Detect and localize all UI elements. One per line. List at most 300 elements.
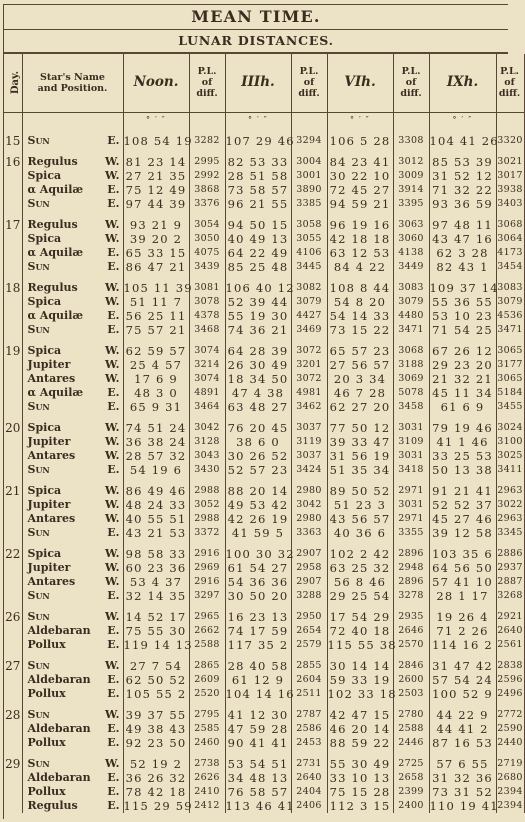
pl-diff-value: 2787 [291,708,327,722]
pl-diff-value: 3890 [291,183,327,197]
pl-diff-value: 2896 [393,575,429,589]
gap-cell [189,701,225,708]
star-position: E. [107,637,120,651]
star-name: Jupiter [27,497,71,511]
pl-diff-value: 2992 [189,169,225,183]
pl-diff-value: 4106 [291,246,327,260]
pl-diff-value: 3083 [497,281,523,293]
pl-diff-value: 4981 [291,386,327,400]
table-row [4,736,524,750]
table-row [4,547,524,561]
table-row [4,232,524,246]
gap-cell [429,603,496,610]
pl-diff-value: 2937 [497,561,523,573]
star-cell [22,281,123,295]
pl-diff-value: 3355 [393,526,429,540]
distance-value: 79 19 46 [429,421,496,435]
pl-diff-value: 2586 [291,722,327,736]
gap-cell [496,540,524,547]
star-cell [22,323,123,337]
star-name: Jupiter [27,357,71,371]
distance-value: 76 20 45 [225,421,291,435]
pl-diff-value: 3012 [393,155,429,169]
distance-value: 47 4 38 [225,386,291,400]
pl-diff-value: 2453 [291,736,327,750]
gap-cell [225,211,291,218]
pl-diff-value: 2394 [497,799,523,811]
star-position: W. [105,217,120,231]
distance-value: 100 52 9 [429,687,496,701]
table-row [4,799,524,813]
pl-diff-value: 2838 [497,659,523,671]
distance-value: 72 45 27 [327,183,393,197]
distance-value: 60 23 36 [123,561,189,575]
pl-diff-value: 3004 [291,155,327,169]
pl-diff-value: 3449 [393,260,429,274]
gap-cell [291,652,327,659]
gap-cell [225,477,291,484]
star-position: E. [107,735,120,749]
group-gap [4,750,524,757]
distance-value: 49 53 42 [225,498,291,512]
day-cell [4,561,22,575]
gap-cell [496,701,524,708]
pl-diff-value: 2511 [291,687,327,701]
pl-diff-value: 2600 [393,673,429,687]
distance-value: 71 32 22 [429,183,496,197]
degree-marks: ° ′ ″ [429,112,496,127]
distance-value: 27 7 54 [123,659,189,673]
distance-value: 39 12 58 [429,526,496,540]
star-position: E. [107,672,120,686]
pl-diff-value: 2662 [189,624,225,638]
star-position: W. [105,483,120,497]
pl-diff-value: 2865 [189,659,225,673]
distance-value: 65 33 15 [123,246,189,260]
distance-value: 32 14 35 [123,589,189,603]
pl-diff-value: 3294 [291,134,327,148]
day-cell [4,400,22,414]
star-position: W. [105,154,120,168]
distance-value: 39 37 55 [123,708,189,722]
distance-value: 42 26 19 [225,512,291,526]
pl-diff-value: 3021 [497,155,523,167]
star-name: Aldebaran [27,623,91,637]
star-name: Sun [27,133,50,147]
table-row [4,218,524,232]
distance-value: 93 21 9 [123,218,189,232]
star-name: Spica [27,546,62,560]
pl-diff-value: 4173 [497,246,523,258]
pl-diff-value: 3372 [189,526,225,540]
day-cell [4,526,22,540]
pl-diff-value: 3042 [189,421,225,435]
pl-diff-value: 2406 [291,799,327,813]
star-cell [22,638,123,652]
group-gap [4,337,524,344]
star-position: W. [105,294,120,308]
gap-cell [291,750,327,757]
pl-diff-value: 3469 [291,323,327,337]
gap-cell [225,127,291,134]
gap-cell [4,603,22,610]
distance-value: 108 54 19 [123,133,193,148]
distance-value: 41 12 30 [225,708,291,722]
gap-cell [22,148,123,155]
pl-diff-value: 3069 [393,372,429,386]
gap-cell [123,603,189,610]
star-position: E. [107,462,120,476]
pl-diff-value: 2719 [497,757,523,769]
table-row [4,575,524,589]
distance-value: 42 18 18 [327,232,393,246]
star-name: Antares [27,448,76,462]
header-row [4,54,524,112]
distance-value: 105 11 39 [123,280,193,295]
gap-cell [291,337,327,344]
pl-diff-value: 3052 [189,498,225,512]
distance-value: 30 14 14 [327,659,393,673]
distance-value: 91 21 41 [429,484,496,498]
gap-cell [327,540,393,547]
day-cell [4,449,22,463]
gap-cell [327,750,393,757]
degree-marks: ° ′ ″ [123,112,189,127]
pl-diff-value: 2980 [291,484,327,498]
distance-value: 31 52 12 [429,169,496,183]
distance-value: 44 22 9 [429,708,496,722]
distance-value: 52 52 37 [429,498,496,512]
gap-cell [496,337,524,344]
star-position: W. [105,420,120,434]
pl-diff-value: 2579 [291,638,327,652]
pl-diff-value: 3058 [291,218,327,232]
pl-diff-value: 2731 [291,757,327,771]
group-gap [4,652,524,659]
table-row [4,295,524,309]
table-row [4,197,524,211]
star-name: Regulus [27,154,78,168]
pl-diff-value: 2640 [291,771,327,785]
star-cell [22,134,123,148]
subtitle-bar [4,30,508,54]
star-name: Sun [27,588,50,602]
iii-header: IIIh. [225,54,291,112]
distance-value: 45 11 34 [429,386,496,400]
star-name: Sun [27,196,50,210]
distance-value: 100 30 32 [225,546,295,561]
distance-value: 86 47 21 [123,260,189,274]
distance-value: 14 52 17 [123,610,189,624]
pl-diff-value: 3055 [291,232,327,246]
star-position: W. [105,511,120,525]
distance-value: 77 50 12 [327,421,393,435]
group-gap [4,211,524,218]
distance-value: 39 33 47 [327,435,393,449]
pl-diff-value: 3297 [189,589,225,603]
distance-value: 89 50 52 [327,484,393,498]
vi-header: VIh. [327,54,393,112]
gap-cell [4,701,22,708]
pl-diff-value: 2950 [291,610,327,624]
gap-cell [291,414,327,421]
gap-cell [22,274,123,281]
pl-header: P.L. of diff. [393,54,429,112]
distance-value: 63 25 32 [327,561,393,575]
pl-diff-value: 3471 [497,323,523,335]
distance-value: 71 54 25 [429,323,496,337]
day-cell [4,673,22,687]
pl-diff-value: 2658 [393,771,429,785]
day-cell [4,687,22,701]
group-gap [4,540,524,547]
distance-value: 47 59 28 [225,722,291,736]
distance-value: 82 53 33 [225,155,291,169]
pl-diff-value: 3017 [497,169,523,181]
table-row [4,421,524,435]
distance-value: 75 15 28 [327,785,393,799]
distance-value: 115 55 38 [327,637,397,652]
pl-diff-value: 2400 [393,799,429,813]
distance-value: 62 59 57 [123,344,189,358]
pl-diff-value: 4075 [189,246,225,260]
pl-diff-value: 2440 [497,736,523,748]
pl-diff-value: 2988 [189,484,225,498]
pl-diff-value: 2916 [189,547,225,561]
day-cell [4,624,22,638]
pl-diff-value: 3938 [497,183,523,195]
distance-value: 85 53 39 [429,155,496,169]
gap-cell [496,211,524,218]
day-cell [4,323,22,337]
distance-value: 53 10 23 [429,309,496,323]
distance-value: 28 57 32 [123,449,189,463]
gap-cell [496,603,524,610]
almanac-page [3,4,523,819]
distance-value: 94 50 15 [225,218,291,232]
star-cell [22,561,123,575]
gap-cell [189,414,225,421]
pl-diff-value: 3050 [189,232,225,246]
gap-cell [123,414,189,421]
star-cell [22,736,123,750]
gap-cell [123,750,189,757]
table-row [4,687,524,701]
star-header: Star's Name and Position. [22,54,123,112]
gap-cell [189,127,225,134]
distance-value: 65 9 31 [123,400,189,414]
distance-value: 53 54 51 [225,757,291,771]
star-cell [22,785,123,799]
pl-diff-value: 3042 [291,498,327,512]
pl-diff-value: 3024 [497,421,523,433]
star-name: Spica [27,343,62,357]
pl-diff-value: 2935 [393,610,429,624]
gap-cell [429,337,496,344]
gap-cell [22,414,123,421]
pl-diff-value: 2680 [497,771,523,783]
gap-cell [189,750,225,757]
pl-diff-value: 3074 [189,372,225,386]
group-gap [4,477,524,484]
distance-value: 87 16 53 [429,736,496,750]
distance-value: 104 41 26 [429,133,499,148]
gap-cell [327,148,393,155]
distance-value: 57 6 55 [429,757,496,771]
group-gap [4,701,524,708]
star-cell [22,260,123,274]
pl-diff-value: 2570 [393,638,429,652]
star-position: W. [105,357,120,371]
day-cell [4,372,22,386]
pl-diff-value: 2916 [189,575,225,589]
gap-cell [225,274,291,281]
pl-diff-value: 2410 [189,785,225,799]
star-position: E. [107,399,120,413]
pl-diff-value: 2399 [393,785,429,799]
star-cell [22,799,123,813]
pl-diff-value: 2654 [291,624,327,638]
gap-cell [496,148,524,155]
day-cell [4,295,22,309]
distance-value: 41 59 5 [225,526,291,540]
star-cell [22,400,123,414]
degree-marks: ° ′ ″ [327,112,393,127]
gap-cell [291,211,327,218]
pl-diff-value: 2971 [393,512,429,526]
day-cell [4,169,22,183]
distance-value: 88 59 22 [327,736,393,750]
pl-diff-value: 2412 [189,799,225,813]
pl-diff-value: 3430 [189,463,225,477]
star-cell [22,218,123,232]
pl-diff-value: 4138 [393,246,429,260]
gap-cell [393,477,429,484]
distance-value: 74 51 24 [123,421,189,435]
star-name: Antares [27,574,76,588]
distance-value: 109 37 14 [429,280,499,295]
distance-value: 74 17 59 [225,624,291,638]
distance-value: 81 23 14 [123,155,189,169]
pl-header: P.L. of diff. [496,54,524,112]
day-cell [4,575,22,589]
pl-diff-value: 3188 [393,358,429,372]
gap-cell [189,477,225,484]
pl-diff-value: 3031 [393,421,429,435]
pl-diff-value: 3177 [497,358,523,370]
distance-value: 16 23 13 [225,610,291,624]
pl-diff-value: 2588 [189,638,225,652]
pl-diff-value: 3063 [393,218,429,232]
pl-diff-value: 2585 [189,722,225,736]
pl-cell [393,112,429,127]
star-name: Sun [27,658,50,672]
pl-diff-value: 3345 [497,526,523,538]
distance-value: 114 16 2 [429,638,496,652]
pl-diff-value: 3079 [393,295,429,309]
table-row [4,708,524,722]
day-cell [4,197,22,211]
gap-cell [189,148,225,155]
distance-value: 106 40 12 [225,280,295,295]
distance-value: 64 28 39 [225,344,291,358]
star-name: Spica [27,231,62,245]
distance-value: 38 6 0 [225,435,291,449]
distance-value: 46 7 28 [327,386,393,400]
pl-diff-value: 3082 [291,281,327,295]
day-cell [4,183,22,197]
pl-diff-value: 2772 [497,708,523,720]
star-position: E. [107,721,120,735]
gap-cell [327,337,393,344]
distance-value: 55 36 55 [429,295,496,309]
day-cell [4,785,22,799]
pl-diff-value: 4378 [189,309,225,323]
pl-diff-value: 3100 [497,435,523,447]
distance-value: 36 38 24 [123,435,189,449]
star-cell [22,246,123,260]
pl-diff-value: 2963 [497,512,523,524]
star-cell [22,757,123,771]
distance-value: 98 58 33 [123,547,189,561]
day-cell [4,358,22,372]
table-row [4,673,524,687]
page-subtitle: LUNAR DISTANCES. [178,33,334,48]
distance-value: 85 25 48 [225,260,291,274]
pl-diff-value: 3079 [291,295,327,309]
star-position: W. [105,560,120,574]
distance-value: 51 35 34 [327,463,393,477]
table-row [4,386,524,400]
distance-value: 84 23 41 [327,155,393,169]
star-position: E. [107,308,120,322]
distance-value: 20 3 34 [327,372,393,386]
pl-diff-value: 3455 [497,400,523,412]
star-name: Sun [27,259,50,273]
table-row [4,512,524,526]
star-name: α Aquilæ [27,308,84,322]
distance-value: 43 21 53 [123,526,189,540]
day-cell: 21 [5,483,21,498]
distance-value: 73 58 57 [225,183,291,197]
distance-value: 96 21 55 [225,197,291,211]
distance-value: 97 48 11 [429,218,496,232]
pl-diff-value: 2887 [497,575,523,587]
star-cell [22,309,123,323]
pl-diff-value: 2590 [497,722,523,734]
gap-cell [4,274,22,281]
pl-diff-value: 2995 [189,155,225,169]
star-cell [22,197,123,211]
pl-diff-value: 3064 [497,232,523,244]
distance-value: 27 56 57 [327,358,393,372]
table-row [4,358,524,372]
gap-cell [429,211,496,218]
star-name: Sun [27,462,50,476]
gap-cell [22,750,123,757]
star-position: E. [107,798,120,812]
gap-cell [22,603,123,610]
gap-cell [327,652,393,659]
gap-cell [327,211,393,218]
day-cell [4,498,22,512]
day-cell [4,463,22,477]
distance-value: 110 19 41 [429,798,499,813]
group-gap [4,148,524,155]
star-position: W. [105,280,120,294]
gap-cell [393,274,429,281]
table-row [4,498,524,512]
